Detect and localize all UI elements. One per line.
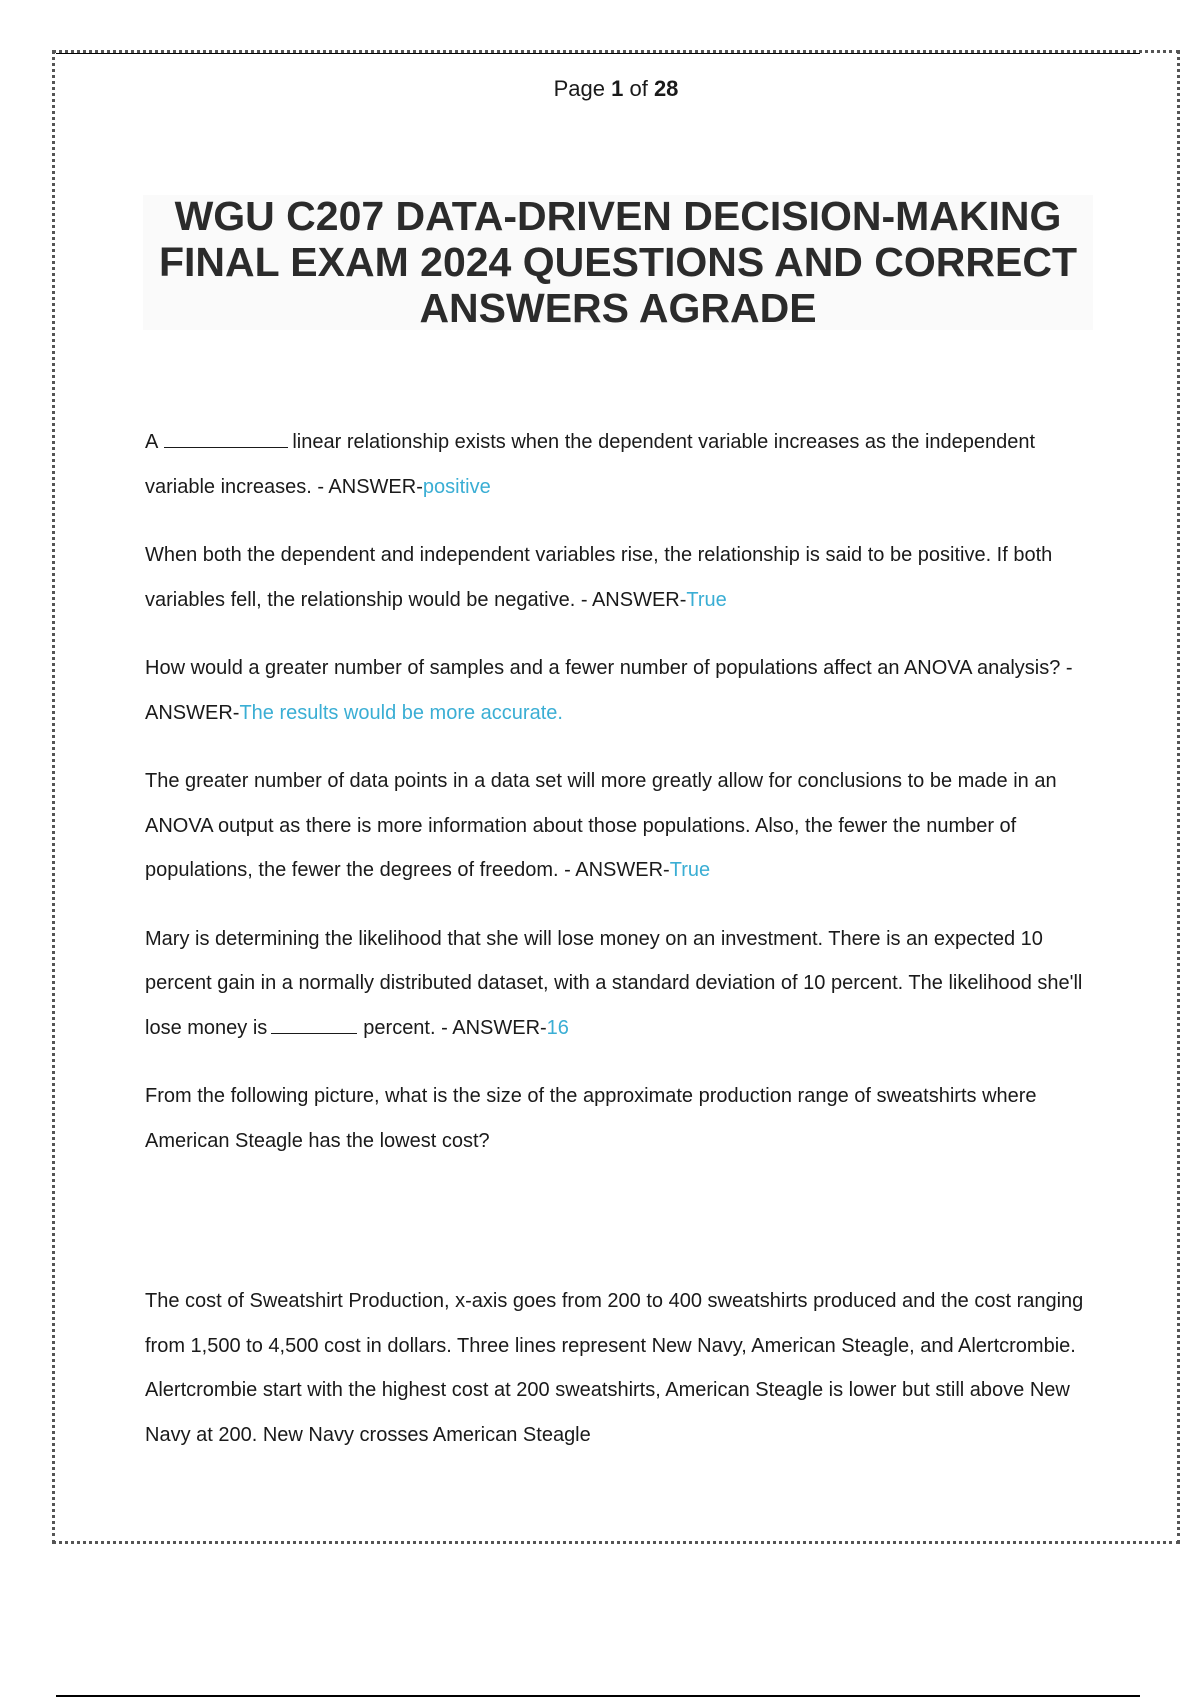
answer-text: 16: [546, 1016, 569, 1039]
question-end: percent.: [363, 1016, 436, 1039]
page-total: 28: [653, 76, 679, 101]
page-of: of: [629, 76, 648, 101]
qa-item-4: [145, 759, 1095, 893]
question-start: A: [145, 431, 159, 453]
answer-prefix: - ANSWER-: [580, 588, 687, 611]
qa-item-1: [145, 420, 1095, 509]
question-text: From the following picture, what is the size of the approximate production range of sweatshirts where American Steagle has the lowest cost?: [145, 1085, 1037, 1152]
answer-prefix: - ANSWER-: [564, 859, 670, 881]
answer-prefix: - ANSWER-: [441, 1016, 547, 1039]
spacer: [145, 1187, 1095, 1279]
bottom-rule: [56, 1695, 1140, 1697]
answer-prefix: - ANSWER-: [145, 657, 1073, 724]
qa-item-2: [145, 533, 1095, 622]
fill-blank: [164, 433, 288, 448]
fill-blank: [271, 1019, 357, 1034]
question-end: linear relationship exists when the dependent variable increases as the independent variable increases.: [145, 431, 1036, 498]
answer-text: The results would be more accurate.: [239, 701, 563, 724]
question-text: How would a greater number of samples and a fewer number of populations affect an ANOVA analysis?: [145, 657, 1061, 679]
question-text: The greater number of data points in a data set will more greatly allow for conclusions to be made in an ANOVA output as there is more information about those populations. Also, the fewer the number of populations, the fewer the degrees of freedom.: [145, 770, 1057, 881]
answer-text: True: [686, 588, 727, 611]
qa-item-5: [145, 917, 1095, 1051]
answer-prefix: - ANSWER-: [317, 475, 423, 498]
qa-item-6: [145, 1074, 1095, 1163]
document-body: [145, 420, 1095, 1481]
qa-item-7: [145, 1279, 1095, 1457]
answer-text: positive: [422, 475, 491, 498]
question-text: The cost of Sweatshirt Production, x-axis goes from 200 to 400 sweatshirts produced and the cost ranging from 1,500 to 4,500 cost in dollars. Three lines represent New Navy, American Steagle, and Alertcrombie. Alertcrombie start with the highest cost at 200 sweatshirts, American Steagle is lower but still above New Navy at 200. New Navy crosses American Steagle: [145, 1290, 1084, 1446]
answer-text: True: [669, 859, 711, 881]
page-prefix: Page: [553, 76, 605, 101]
document-title: WGU C207 DATA-DRIVEN DECISION-MAKING FINAL EXAM 2024 QUESTIONS AND CORRECT ANSWERS AGRADE: [158, 193, 1078, 331]
question-text: When both the dependent and independent variables rise, the relationship is said to be positive. If both variables fell, the relationship would be negative.: [145, 544, 1053, 611]
qa-item-3: [145, 646, 1095, 735]
page-current: 1: [611, 76, 624, 101]
question-start: Mary is determining the likelihood that she will lose money on an investment. There is an expected 10 percent gain in a normally distributed dataset, with a standard deviation of 10 percent. The likelihood she'll lose money is: [145, 927, 1083, 1039]
page-number: [0, 76, 1200, 102]
